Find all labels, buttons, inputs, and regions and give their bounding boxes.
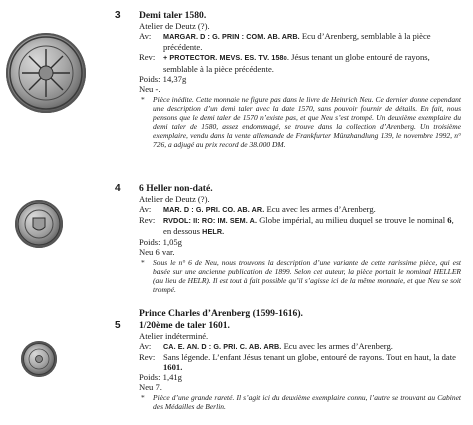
- obverse-description: [139, 31, 461, 52]
- neu-reference: Neu 6 var.: [139, 247, 175, 257]
- footnote-marker: *: [141, 393, 145, 402]
- footnote-text: Pièce inédite. Cette monnaie ne figure pas dans le livre de Heinrich Neu. Ce dernier donne cependant une description d’un demi taler avec la date 1570, sans pouvoir fournir de détails. En fait, nous pensons que le demi taler de 1570 n’existe pas, et que Neu s’est trompé. Un deuxième exemplaire du demi taler de 1580, assez endommagé, se trouve dans la collection d’Arenberg. Un troisième exemplaire, vendu dans la vente allemande de Frankfurter Münzhandlung 139, le novembre 1992, n° 726, a adjugé au prix record de 38.000 DM.: [153, 95, 461, 149]
- reverse-label: Rev:: [139, 52, 156, 62]
- footnote: [139, 258, 461, 294]
- footnote-text: Pièce d’une grande rareté. Il s’agit ici du deuxième exemplaire connu, l’autre se trouvant au Cabinet des Médailles de Berlin.: [153, 393, 461, 411]
- neu-reference: Neu -.: [139, 84, 161, 94]
- entry-title: 6 Heller non-daté.: [139, 183, 213, 194]
- obverse-label: Av:: [139, 341, 152, 351]
- entry-number: 5: [115, 320, 121, 331]
- weight-text: Poids: 1,41g: [139, 372, 182, 382]
- obverse-description: [139, 204, 461, 215]
- obverse-text: Ecu d’Arenberg, semblable à la pièce précédente.: [163, 31, 431, 52]
- reverse-label: Rev:: [139, 352, 156, 362]
- reverse-legend: + PROTECTOR. MEVS. ES. TV. 158: [163, 53, 284, 62]
- atelier-text: Atelier indéterminé.: [139, 331, 209, 341]
- atelier-text: Atelier de Deutz (?).: [139, 21, 210, 31]
- entry-number: 4: [115, 183, 121, 194]
- weight-text: Poids: 1,05g: [139, 237, 182, 247]
- reverse-label: Rev:: [139, 215, 156, 225]
- reverse-legend-date-digit: 0: [283, 56, 287, 62]
- entry-title: 1/20ème de taler 1601.: [139, 320, 230, 331]
- reverse-text: Globe impérial, au milieu duquel se trouve le nominal: [259, 215, 446, 225]
- footnote-marker: *: [141, 95, 145, 104]
- obverse-label: Av:: [139, 31, 152, 41]
- reverse-nominal-value: 6: [447, 215, 452, 225]
- reverse-text-continued: , en dessous: [163, 215, 454, 236]
- reverse-legend: RVDOL: II: RO: IM. SEM. A.: [163, 216, 258, 225]
- reverse-description: [139, 215, 461, 237]
- neu-reference: Neu 7.: [139, 382, 162, 392]
- footnote-marker: *: [141, 258, 145, 267]
- reverse-nominal-word: HELR.: [202, 227, 225, 236]
- entry-number: 3: [115, 10, 121, 21]
- obverse-description: [139, 341, 461, 352]
- footnote: [139, 95, 461, 149]
- obverse-legend: MAR. D : G. PRI. CO. AB. AR.: [163, 205, 265, 214]
- atelier-text: Atelier de Deutz (?).: [139, 194, 210, 204]
- twentieth-taler-coin-image: [21, 341, 57, 377]
- obverse-legend: MARGAR. D : G. PRIN : COM. AB. ARB.: [163, 32, 300, 41]
- footnote: [139, 393, 461, 411]
- footnote-text: Sous le n° 6 de Neu, nous trouvons la description d’une variante de cette rarissime pièce, qui est basée sur une ancienne publication de 1899. Selon cet auteur, la pièce portait le nominal HELLER (au lieu de HELR). Il est tout à fait possible qu’il s’agisse ici de la même monnaie, et que Neu se soit trompé.: [153, 258, 461, 294]
- obverse-text: Ecu avec les armes d’Arenberg.: [283, 341, 393, 351]
- obverse-legend: CA. E. AN. D : G. PRI. C. AB. ARB.: [163, 342, 282, 351]
- catalog-entry-twentieth-taler: [139, 320, 461, 411]
- entry-title: Demi taler 1580.: [139, 10, 207, 21]
- reverse-description: [139, 52, 461, 74]
- obverse-text: Ecu avec les armes d’Arenberg.: [266, 204, 376, 214]
- weight-text: Poids: 14,37g: [139, 74, 187, 84]
- section-heading-prince: Prince Charles d’Arenberg (1599-1616).: [139, 308, 303, 319]
- obverse-label: Av:: [139, 204, 152, 214]
- reverse-text: Sans légende. L’enfant Jésus tenant un globe, entouré de rayons. Tout en haut, la date: [163, 352, 456, 362]
- reverse-text: . Jésus tenant un globe entouré de rayons, semblable à la pièce précédente.: [163, 52, 430, 74]
- heller-coin-image: [15, 200, 63, 248]
- catalog-entry-demi-taler: [139, 10, 461, 149]
- demi-taler-coin-image: [6, 33, 86, 113]
- reverse-date: 1601.: [163, 362, 183, 372]
- reverse-description: [139, 352, 461, 372]
- catalog-entry-6-heller: [139, 183, 461, 294]
